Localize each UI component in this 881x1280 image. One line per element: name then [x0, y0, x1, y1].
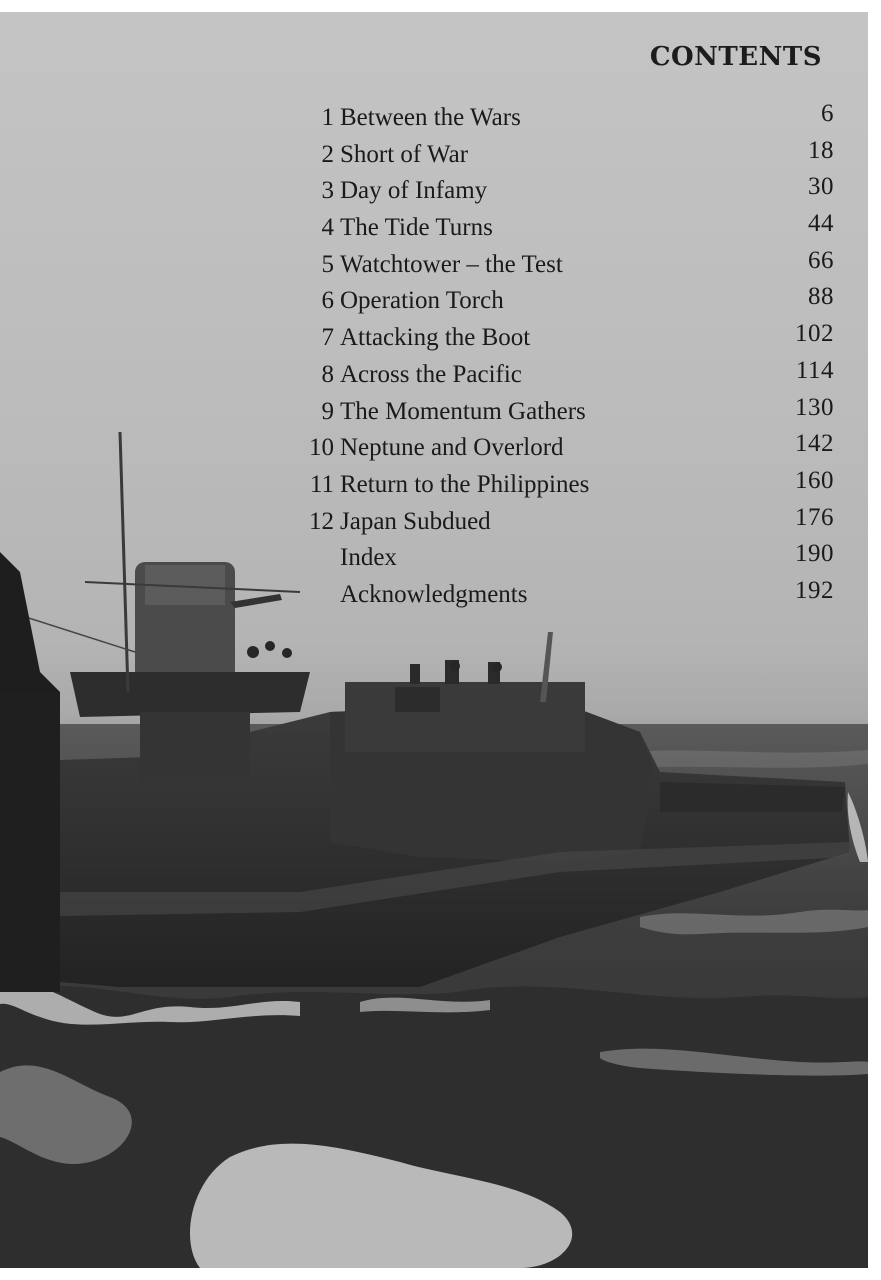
page-number: 114	[795, 356, 834, 384]
chapter-number: 9	[321, 397, 334, 425]
page-number: 160	[795, 466, 834, 494]
chapter-number: 10	[309, 434, 334, 462]
page-number: 44	[808, 210, 834, 238]
chapter-title: Watchtower – the Test	[340, 250, 563, 278]
chapter-title: Return to the Philippines	[340, 470, 590, 498]
chapter-title: The Tide Turns	[340, 214, 493, 242]
chapter-title: Attacking the Boot	[340, 324, 531, 352]
page-number: 30	[808, 173, 834, 201]
chapter-title: Neptune and Overlord	[340, 434, 564, 462]
toc-entry-index[interactable]	[300, 540, 834, 577]
chapter-number: 2	[321, 140, 334, 168]
toc-entry[interactable]	[300, 210, 834, 247]
chapter-title: Index	[340, 544, 397, 572]
chapter-title: The Momentum Gathers	[340, 397, 586, 425]
chapter-number: 12	[309, 507, 334, 535]
chapter-title: Short of War	[340, 140, 469, 168]
contents-heading: CONTENTS	[649, 42, 822, 72]
page-number: 88	[808, 283, 834, 311]
chapter-number: 4	[321, 214, 334, 242]
toc-entry-acknowledgments[interactable]	[300, 577, 834, 614]
chapter-title: Day of Infamy	[340, 177, 488, 205]
page-number: 176	[795, 503, 834, 531]
chapter-title: Operation Torch	[340, 287, 504, 315]
toc-entry[interactable]	[300, 137, 834, 174]
page-number: 190	[795, 540, 834, 568]
chapter-number: 11	[309, 470, 334, 498]
book-page	[0, 12, 868, 1268]
toc-entry[interactable]	[300, 283, 834, 320]
chapter-number: 7	[321, 324, 334, 352]
toc-entry[interactable]	[300, 100, 834, 137]
chapter-title: Acknowledgments	[340, 580, 528, 608]
chapter-number: 1	[321, 104, 334, 131]
toc-entry[interactable]	[300, 247, 834, 284]
chapter-number: 5	[321, 250, 334, 278]
page-number: 18	[808, 136, 834, 164]
chapter-number: 6	[321, 287, 334, 315]
page-number: 102	[795, 320, 834, 348]
toc-entry[interactable]	[300, 394, 834, 431]
toc-entry[interactable]	[300, 357, 834, 394]
page-number: 6	[821, 100, 834, 127]
page-number: 66	[808, 246, 834, 274]
toc-entry[interactable]	[300, 320, 834, 357]
toc-entry[interactable]	[300, 467, 834, 504]
toc-entry[interactable]	[300, 430, 834, 467]
chapter-title: Between the Wars	[340, 104, 521, 131]
toc-entry[interactable]	[300, 173, 834, 210]
page-number: 130	[795, 393, 834, 421]
page-number: 192	[795, 576, 834, 604]
table-of-contents	[300, 100, 834, 614]
chapter-number: 8	[321, 360, 334, 388]
chapter-number: 3	[321, 177, 334, 205]
page-number: 142	[795, 430, 834, 458]
chapter-title: Across the Pacific	[340, 360, 522, 388]
chapter-title: Japan Subdued	[340, 507, 491, 535]
toc-entry[interactable]	[300, 504, 834, 541]
